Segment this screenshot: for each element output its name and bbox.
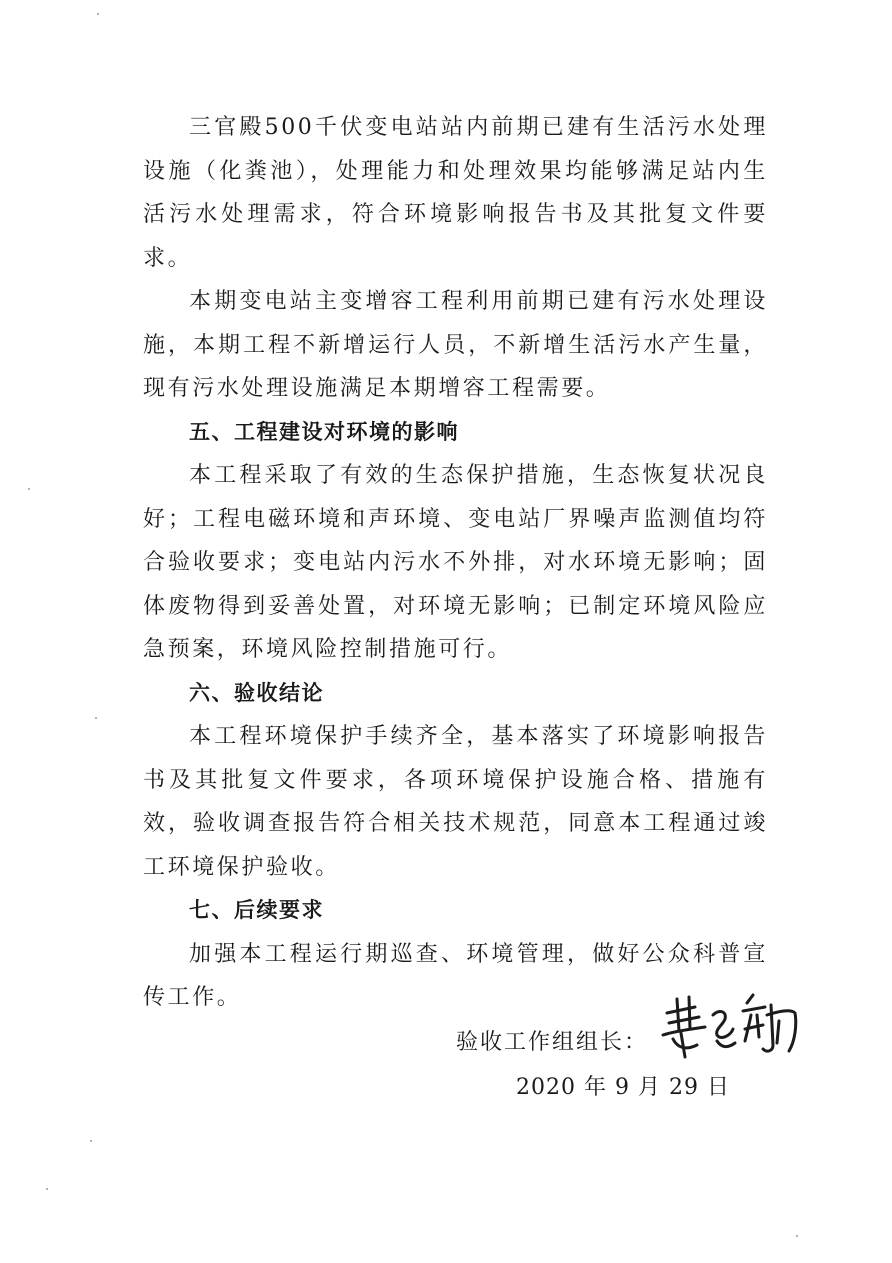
paragraph-acceptance-conclusion: 本工程环境保护手续齐全，基本落实了环境影响报告书及其批复文件要求，各项环境保护设施合格、措施有效，验收调查报告符合相关技术规范，同意本工程通过竣工环境保护验收。 bbox=[143, 724, 768, 880]
scan-speck bbox=[95, 717, 97, 719]
paragraph-follow-up: 加强本工程运行期巡查、环境管理，做好公众科普宣传工作。 bbox=[143, 941, 768, 1010]
heading-section-7: 七、后续要求 bbox=[189, 898, 324, 922]
document-body bbox=[143, 106, 768, 1020]
signature-date: 2020 年 9 月 29 日 bbox=[516, 1075, 730, 1100]
scan-speck bbox=[90, 1140, 92, 1142]
paragraph-environmental-impact: 本工程采取了有效的生态保护措施，生态恢复状况良好；工程电磁环境和声环境、变电站厂界噪声监测值均符合验收要求；变电站内污水不外排，对水环境无影响；固体废物得到妥善处置，对环境无影响；已制定环境风险应急预案，环境风险控制措施可行。 bbox=[143, 463, 768, 662]
heading-section-6: 六、验收结论 bbox=[189, 680, 324, 705]
scan-speck bbox=[796, 1235, 798, 1237]
scan-speck bbox=[97, 13, 99, 15]
paragraph-capacity-expansion: 本期变电站主变增容工程利用前期已建有污水处理设施，本期工程不新增运行人员，不新增生活污水产生量，现有污水处理设施满足本期增容工程需要。 bbox=[143, 289, 768, 401]
scan-speck bbox=[28, 488, 30, 490]
heading-section-5: 五、工程建设对环境的影响 bbox=[189, 419, 459, 444]
scan-speck bbox=[46, 1188, 48, 1190]
paragraph-sewage-facility: 三官殿500千伏变电站站内前期已建有生活污水处理设施（化粪池），处理能力和处理效果均能够满足站内生活污水处理需求，符合环境影响报告书及其批复文件要求。 bbox=[143, 115, 768, 271]
signature-label: 验收工作组组长： bbox=[456, 1030, 649, 1055]
handwritten-signature bbox=[655, 985, 805, 1065]
